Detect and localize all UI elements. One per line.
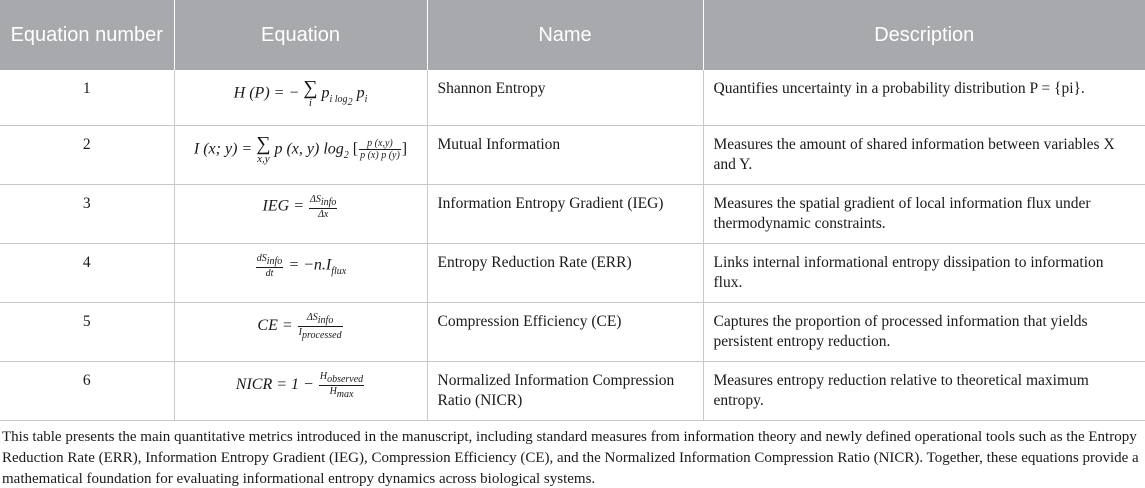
equation-description: Measures entropy reduction relative to theoretical maximum entropy. — [703, 361, 1145, 420]
equation-number: 5 — [0, 302, 174, 361]
equation-name: Shannon Entropy — [427, 70, 703, 125]
equation-cell — [174, 125, 427, 184]
equation-number: 2 — [0, 125, 174, 184]
equation-cell — [174, 243, 427, 302]
header-equation: Equation — [174, 0, 427, 70]
equation-formula: $\frac{dS_{info}}{dt}$ = $-n.I_{flux}$ — [256, 252, 347, 279]
header-description: Description — [703, 0, 1145, 70]
equation-cell — [174, 70, 427, 125]
equation-cell — [174, 302, 427, 361]
equation-name: Compression Efficiency (CE) — [427, 302, 703, 361]
equation-formula: NICR = 1 − $\frac{H_{observed}}{H_{max}}$ — [235, 370, 364, 400]
header-name: Name — [427, 0, 703, 70]
equation-name: Entropy Reduction Rate (ERR) — [427, 243, 703, 302]
equation-formula: H (P) = − ∑ i $p_{i log_2}$ $p_i$ — [233, 77, 368, 109]
table-row — [0, 361, 1145, 420]
header-row — [0, 0, 1145, 70]
table-footnote: This table presents the main quantitative metrics introduced in the manuscript, including standard measures from information theory and newly defined operational tools such as the Entropy Reduction Rate (ERR), Information Entropy Gradient (IEG), Compression Efficiency (CE), and the Normalized Information Compression Ratio (NICR). Together, these equations provide a mathematical foundation for evaluating informational entropy dynamics across biological systems. — [2, 428, 1139, 487]
table-row — [0, 184, 1145, 243]
equation-name: Mutual Information — [427, 125, 703, 184]
equation-number: 3 — [0, 184, 174, 243]
equation-cell — [174, 361, 427, 420]
equation-formula: CE = $\frac{\Delta S_{info}}{I_{processed}}$ — [257, 311, 342, 341]
equation-name: Information Entropy Gradient (IEG) — [427, 184, 703, 243]
equation-description: Links internal informational entropy dissipation to information flux. — [703, 243, 1145, 302]
equation-formula: I (x; y) = ∑ x,y p (x, y) $\log_2$ [ $\frac{p (x,y)}{p (x) p (y)}$ ] — [193, 132, 408, 165]
equation-number: 6 — [0, 361, 174, 420]
header-equation-number: Equation number — [0, 0, 174, 70]
equation-cell — [174, 184, 427, 243]
equation-description: Measures the amount of shared information between variables X and Y. — [703, 125, 1145, 184]
equation-formula: IEG = $\frac{\Delta S_{info}}{\Delta x}$ — [262, 193, 337, 220]
table-row — [0, 243, 1145, 302]
table-row — [0, 70, 1145, 125]
equation-description: Measures the spatial gradient of local information flux under thermodynamic constraints. — [703, 184, 1145, 243]
equation-description: Quantifies uncertainty in a probability distribution P = {pi}. — [703, 70, 1145, 125]
equation-number: 4 — [0, 243, 174, 302]
table-row — [0, 302, 1145, 361]
equation-number: 1 — [0, 70, 174, 125]
equation-description: Captures the proportion of processed information that yields persistent entropy reduction. — [703, 302, 1145, 361]
equation-name: Normalized Information Compression Ratio (NICR) — [427, 361, 703, 420]
table-row — [0, 125, 1145, 184]
